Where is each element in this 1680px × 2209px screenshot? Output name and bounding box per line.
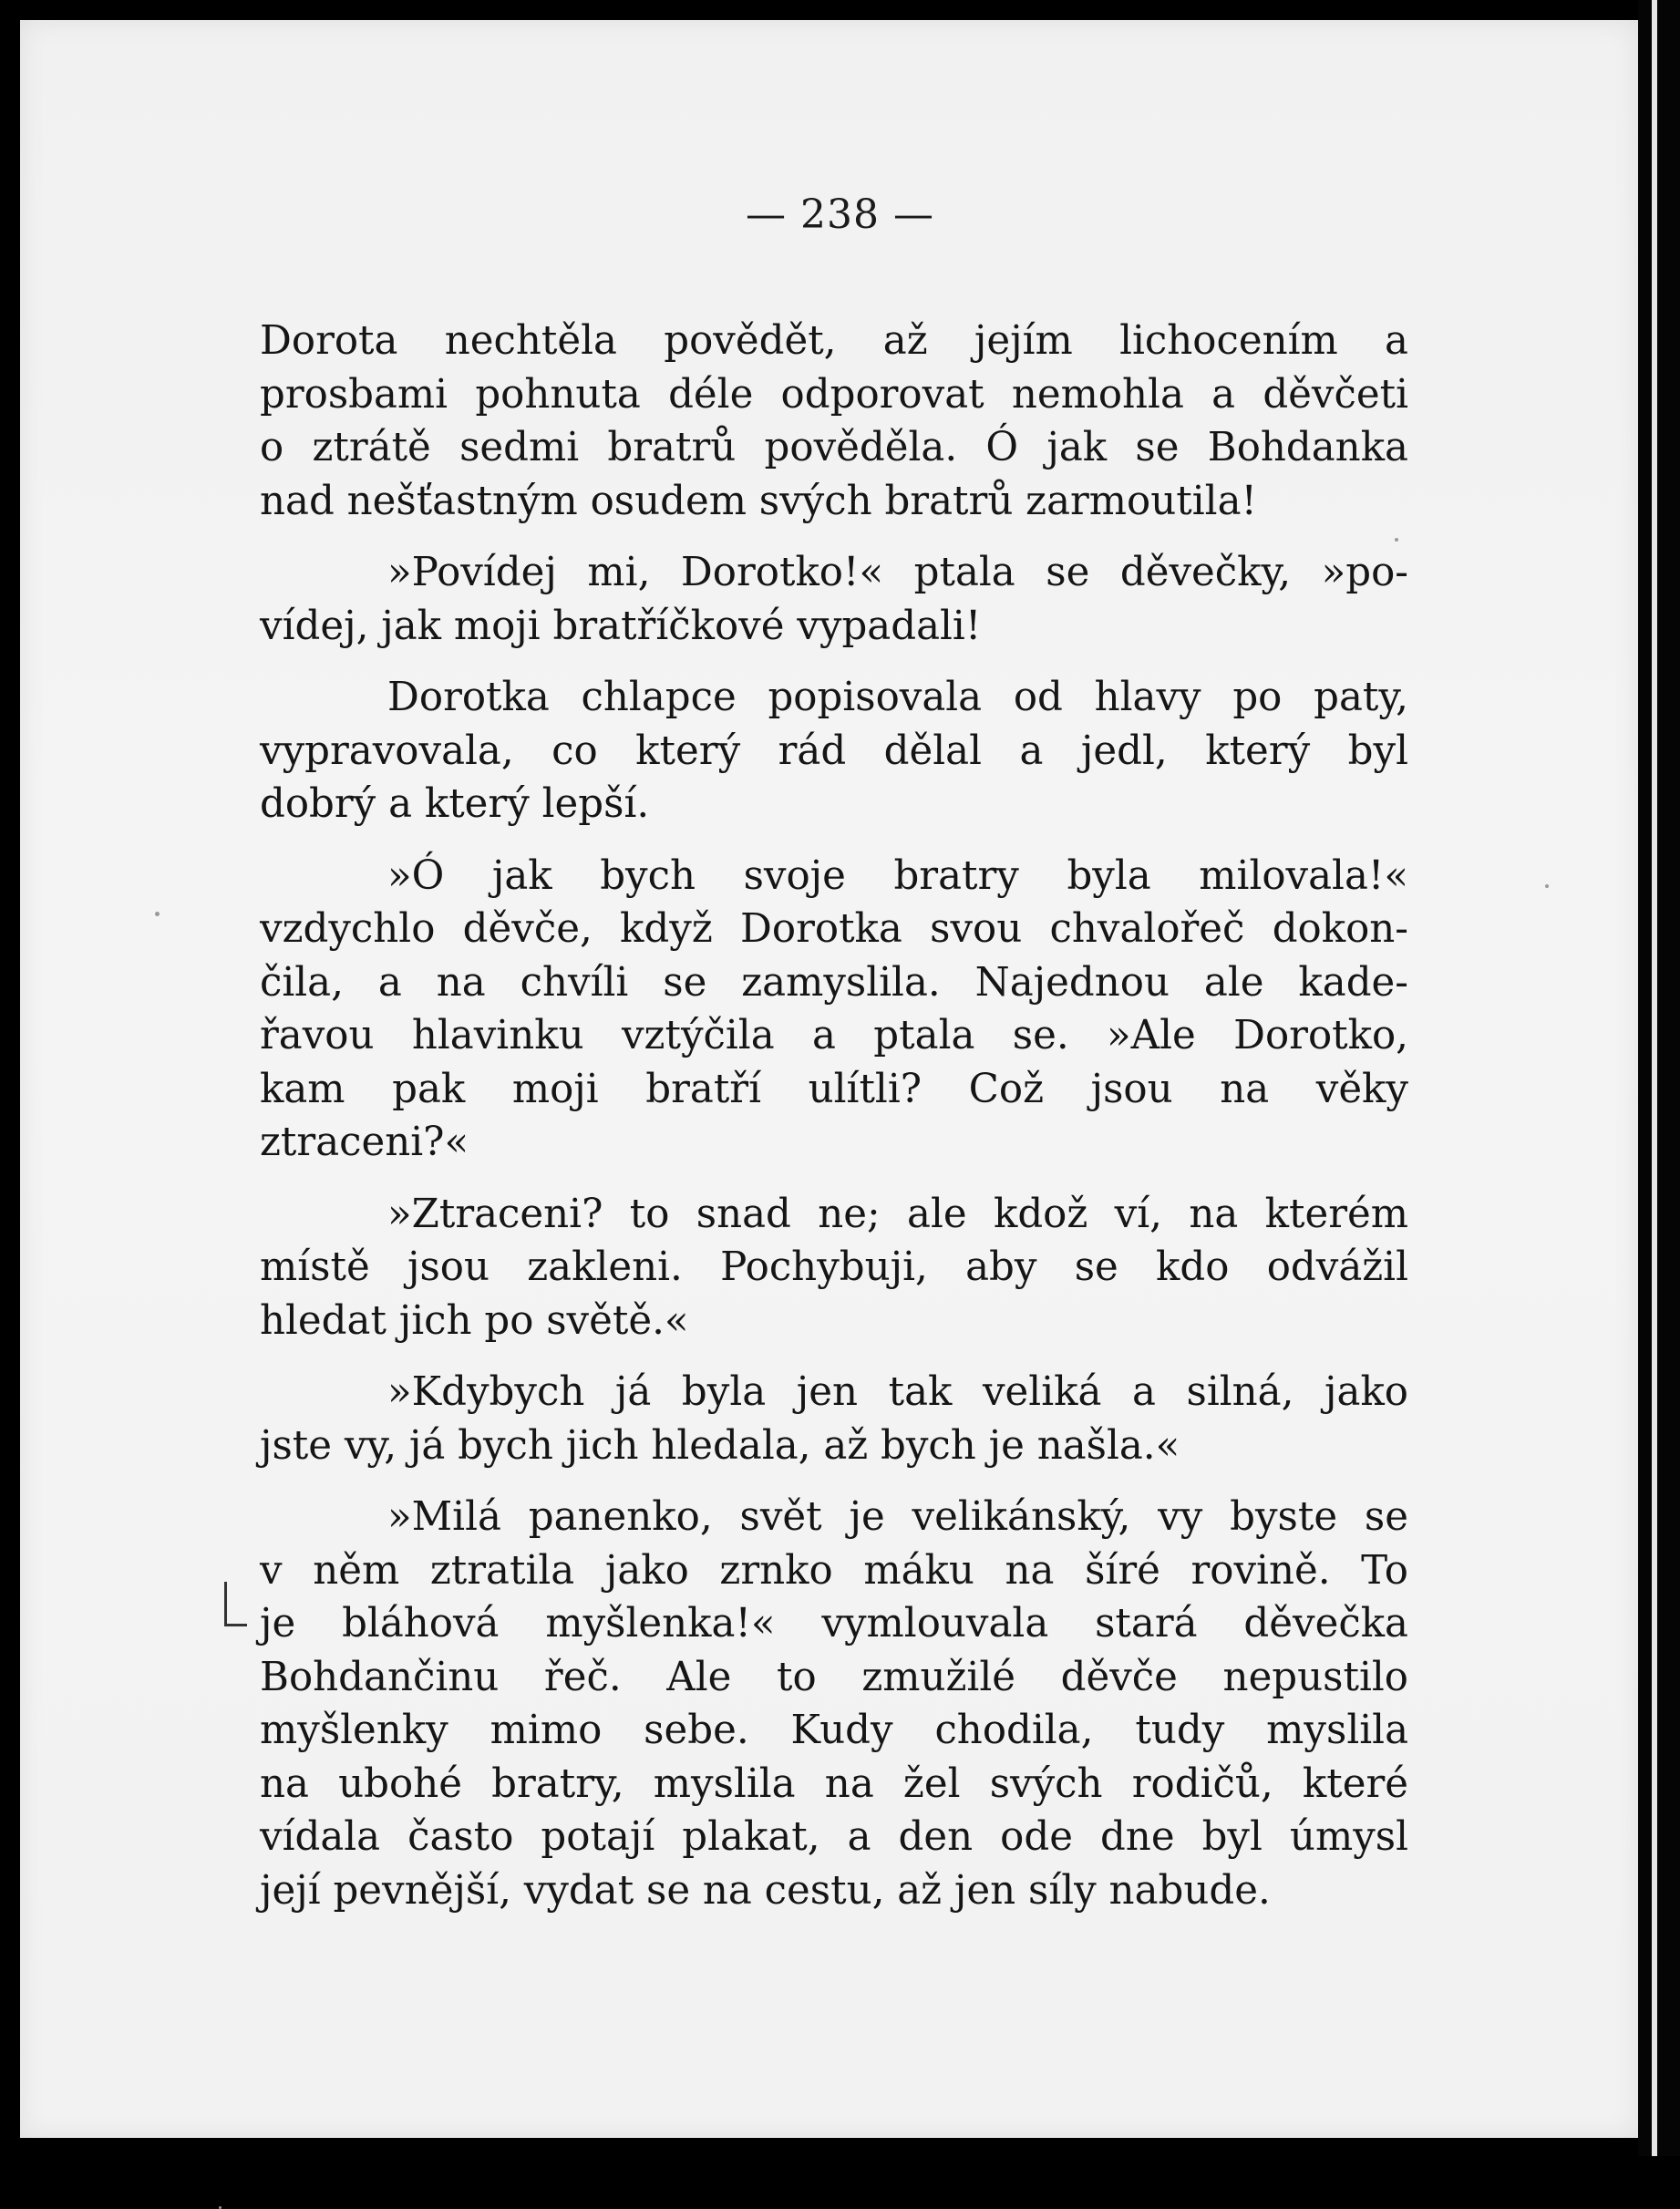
body-text	[260, 315, 1408, 1935]
paragraph	[260, 1491, 1408, 1917]
text-line: dobrý a který lepší.	[260, 781, 650, 827]
paper-speck	[1545, 884, 1549, 888]
paragraph	[260, 315, 1408, 528]
text-line: vzdychlo děvče, když Dorotka svou chvalořeč dokon-	[260, 906, 1408, 952]
text-line: Dorota nechtěla povědět, až jejím lichocením a	[260, 318, 1408, 364]
text-line: na ubohé bratry, myslila na žel svých rodičů, které	[260, 1760, 1408, 1807]
paragraph	[260, 1366, 1408, 1472]
text-line: v něm ztratila jako zrnko máku na šíré rovině. To	[260, 1547, 1408, 1594]
paper-speck	[155, 912, 160, 916]
text-line: prosbami pohnuta déle odporovat nemohla a děvčeti	[260, 371, 1408, 418]
text-line: vypravovala, co který rád dělal a jedl, který byl	[260, 728, 1408, 774]
paragraph	[260, 546, 1408, 653]
text-line: »Ó jak bych svoje bratry byla milovala!«	[387, 852, 1408, 899]
text-line: místě jsou zakleni. Pochybuji, aby se kdo odvážil	[260, 1244, 1408, 1290]
text-line: myšlenky mimo sebe. Kudy chodila, tudy myslila	[260, 1708, 1408, 1753]
text-line: vídej, jak moji bratříčkové vypadali!	[260, 603, 982, 649]
text-line: nad nešťastným osudem svých bratrů zarmoutila!	[260, 478, 1257, 524]
text-line: »Ztraceni? to snad ne; ale kdož ví, na kterém	[387, 1191, 1408, 1237]
margin-bracket-mark	[224, 1582, 247, 1626]
text-line: Bohdančinu řeč. Ale to zmužilé děvče nepustilo	[260, 1654, 1408, 1700]
paragraph	[260, 1188, 1408, 1348]
text-line: je bláhová myšlenka!« vymlouvala stará děvečka	[260, 1601, 1408, 1646]
text-line: ztraceni?«	[260, 1120, 469, 1165]
page-edge-strip	[1652, 0, 1657, 2156]
text-line: »Milá panenko, svět je velikánský, vy byste se	[387, 1494, 1408, 1540]
paragraph	[260, 671, 1408, 831]
page-number: — 238 —	[746, 191, 934, 238]
text-line: kam pak moji bratří ulítli? Což jsou na věky	[260, 1066, 1408, 1112]
text-line: Dorotka chlapce popisovala od hlavy po paty,	[387, 675, 1408, 720]
paragraph	[260, 850, 1408, 1170]
text-line: »Kdybych já byla jen tak veliká a silná, jako	[387, 1369, 1408, 1415]
text-line: vídala často potají plakat, a den ode dne byl úmysl	[260, 1814, 1408, 1860]
text-line: jste vy, já bych jich hledala, až bych je našla.«	[260, 1422, 1180, 1469]
text-line: hledat jich po světě.«	[260, 1297, 689, 1344]
text-line: o ztrátě sedmi bratrů pověděla. Ó jak se Bohdanka	[260, 425, 1408, 470]
text-line: řavou hlavinku vztýčila a ptala se. »Ale Dorotko,	[260, 1013, 1408, 1058]
text-line: »Povídej mi, Dorotko!« ptala se děvečky, »po-	[387, 550, 1408, 595]
page-edge-shadow	[1638, 0, 1680, 2156]
text-line: čila, a na chvíli se zamyslila. Najednou ale kade-	[260, 959, 1408, 1006]
text-line: její pevnější, vydat se na cestu, až jen síly nabude.	[260, 1867, 1271, 1914]
